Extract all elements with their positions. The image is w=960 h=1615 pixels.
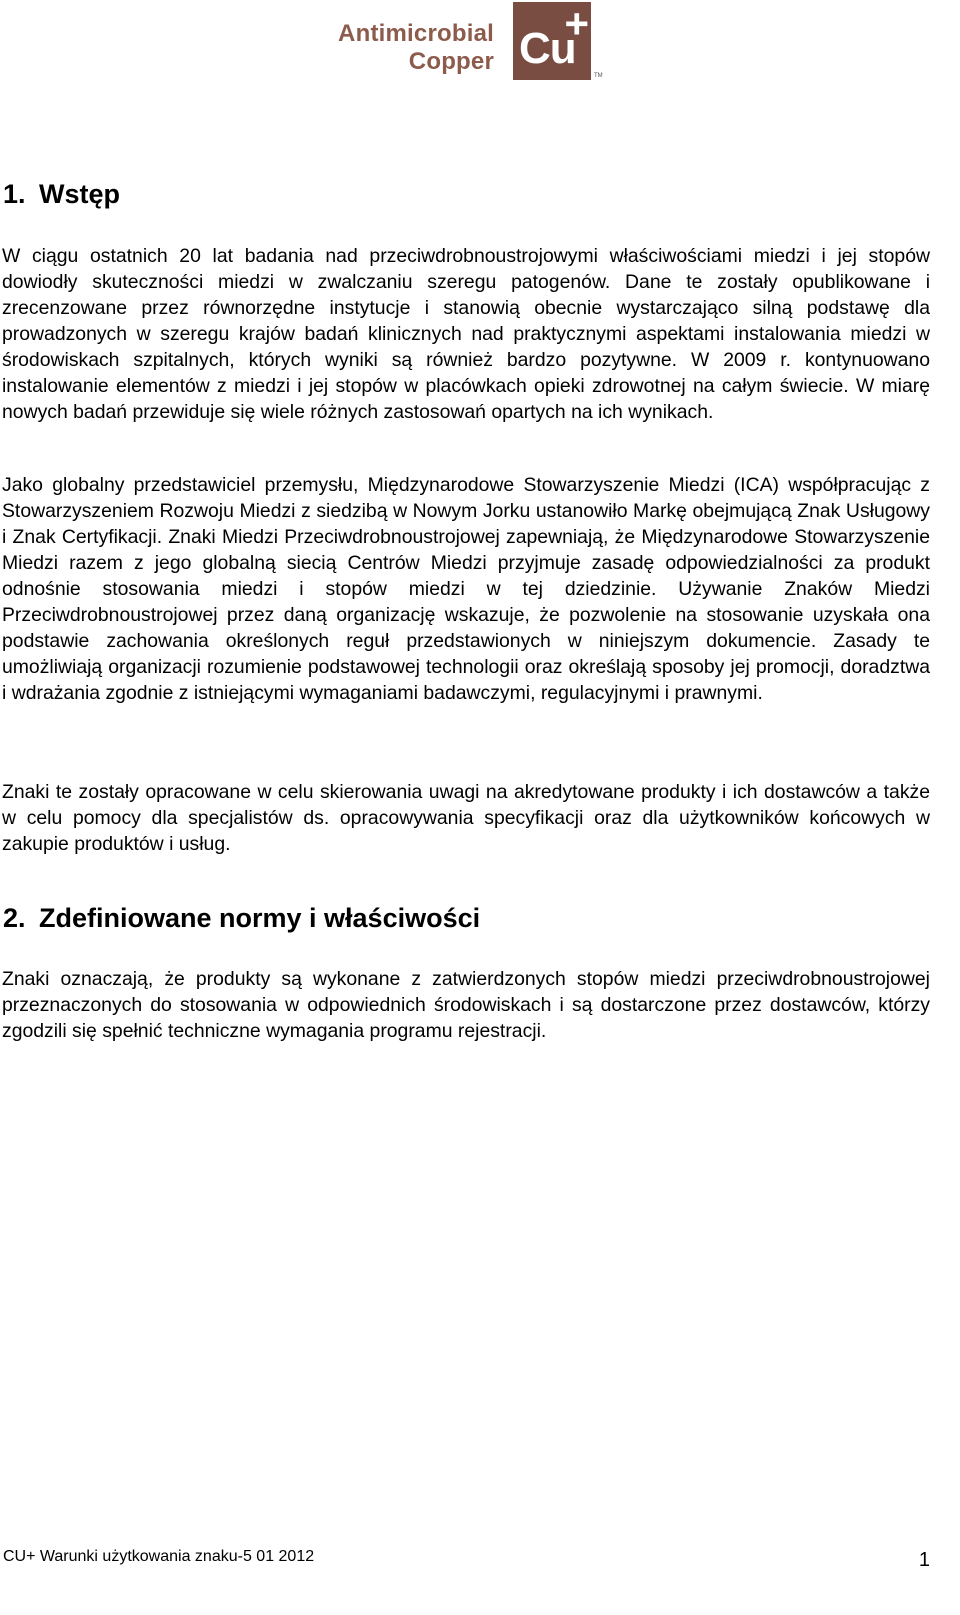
page-number: 1 xyxy=(918,1549,930,1571)
section-2-paragraph-1: Znaki oznaczają, że produkty są wykonane z zatwierdzonych stopów miedzi przeciwdrobnoustrojowej przeznaczonych do stosowania w odpowiednich środowiskach i są dostarczone przez dostawców, którzy zgodzili się spełnić techniczne wymagania programu rejestracji. xyxy=(2,968,930,1042)
section-1-heading xyxy=(3,178,120,210)
antimicrobial-copper-logo xyxy=(330,2,610,84)
section-1-paragraph-3: Znaki te zostały opracowane w celu skierowania uwagi na akredytowane produkty i ich dostawców a także w celu pomocy dla specjalistów ds. opracowywania specyfikacji oraz dla użytkowników końcowych w zakupie produktów i usług. xyxy=(2,781,930,855)
section-2-heading xyxy=(3,902,480,934)
section-1-paragraph-1: W ciągu ostatnich 20 lat badania nad przeciwdrobnoustrojowymi właściwościami miedzi i jej stopów dowiodły skuteczności miedzi w zwalczaniu szeregu patogenów. Dane te zostały opublikowane i zrecenzowane przez równorzędne instytucje i stanowią obecnie wystarczająco silną podstawę dla prowadzonych w szeregu krajów badań klinicznych nad praktycznymi aspektami instalowania miedzi w środowiskach szpitalnych, których wyniki są również bardzo pozytywne. W 2009 r. kontynuowano instalowanie elementów z miedzi i jej stopów w placówkach opieki zdrowotnej na całym świecie. W miarę nowych badań przewiduje się wiele różnych zastosowań opartych na ich wynikach. xyxy=(2,245,930,423)
section-1-paragraph-2: Jako globalny przedstawiciel przemysłu, Międzynarodowe Stowarzyszenie Miedzi (ICA) współpracując z Stowarzyszeniem Rozwoju Miedzi z siedzibą w Nowym Jorku ustanowiło Markę obejmującą Znak Usługowy i Znak Certyfikacji. Znaki Miedzi Przeciwdrobnoustrojowej zapewniają, że Międzynarodowe Stowarzyszenie Miedzi razem z jego globalną siecią Centrów Miedzi przyjmuje zasadę odpowiedzialności za produkt odnośnie stosowania miedzi i stopów miedzi w tej dziedzinie. Używanie Znaków Miedzi Przeciwdrobnoustrojowej przez daną organizację wskazuje, że pozwolenie na stosowanie uzyskała ona podstawie zachowania określonych reguł przedstawionych w niniejszym dokumencie. Zasady te umożliwiają organizacji rozumienie podstawowej technologii oraz określają sposoby jej promocji, doradztwa i wdrażania zgodnie z istniejącymi wymaganiami badawczymi, regulacyjnymi i prawnymi. xyxy=(2,474,930,704)
trademark-symbol: TM xyxy=(594,73,603,79)
logo-wordmark xyxy=(330,20,494,76)
section-2-number: 2. xyxy=(3,903,26,933)
logo-line-2: Copper xyxy=(408,48,494,75)
footer-document-title: CU+ Warunki użytkowania znaku-5 01 2012 xyxy=(3,1548,315,1565)
section-1-number: 1. xyxy=(3,179,26,209)
section-2-title: Zdefiniowane normy i właściwości xyxy=(39,903,481,933)
logo-line-1: Antimicrobial xyxy=(338,20,494,47)
logo-plus-sign: + xyxy=(564,0,589,47)
section-1-title: Wstęp xyxy=(39,179,120,209)
cu-plus-logo-mark xyxy=(513,2,591,80)
logo-cu-text: Cu xyxy=(519,24,576,73)
